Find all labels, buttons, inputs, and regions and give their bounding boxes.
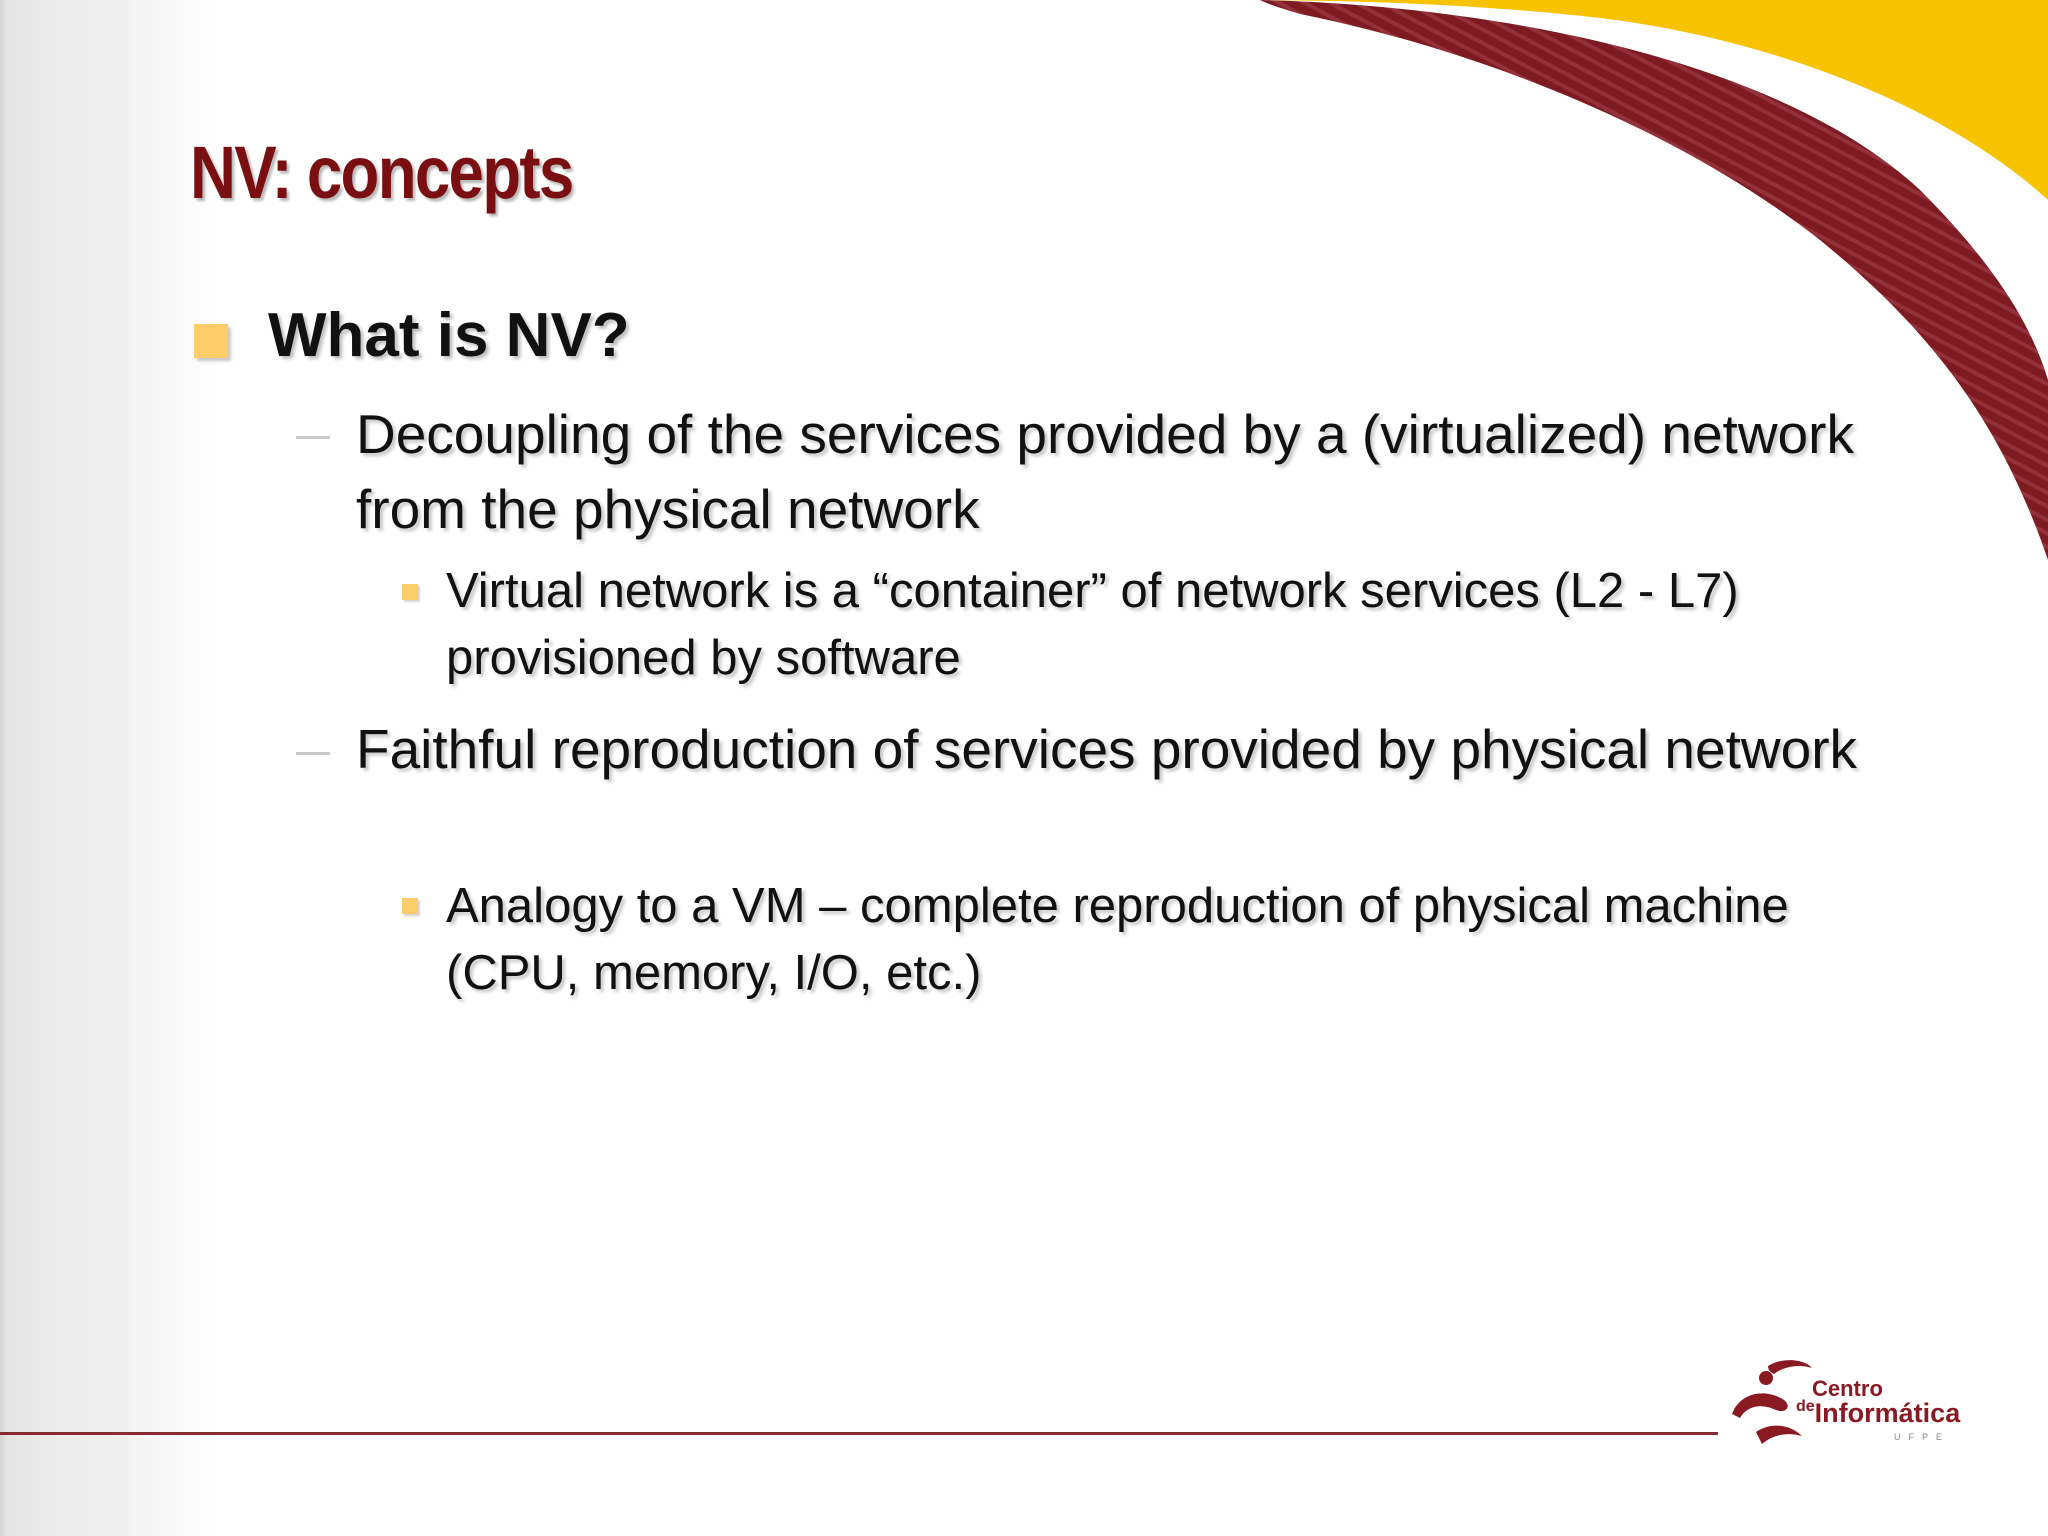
logo-line-informatica (1796, 1398, 1960, 1429)
dash-bullet-icon (296, 752, 330, 755)
bullet-analogy: Analogy to a VM – complete reproduction of physical machine (CPU, memory, I/O, etc.) (446, 879, 1789, 1000)
logo-line-ufpe: UFPE (1894, 1432, 1951, 1442)
small-bullet-square-icon (402, 898, 418, 914)
dash-bullet-icon (296, 436, 330, 439)
centro-informatica-logo (1726, 1352, 1996, 1452)
bullet-what-is-nv: What is NV? (268, 301, 630, 370)
logo-line-centro: Centro (1812, 1376, 1883, 1401)
logo-informatica-word: Informática (1814, 1398, 1961, 1428)
small-bullet-square-icon (402, 584, 418, 600)
footer-divider (0, 1432, 1718, 1435)
logo-de: de (1796, 1398, 1815, 1415)
bullet-decoupling: Decoupling of the services provided by a (virtualized) network from the physical network (356, 403, 1854, 540)
bullet-container: Virtual network is a “container” of network services (L2 - L7) provisioned by software (446, 564, 1739, 685)
bullet-faithful: Faithful reproduction of services provided by physical network (356, 718, 1858, 780)
slide-title: NV: concepts (190, 131, 573, 214)
bullet-square-icon (194, 324, 228, 358)
